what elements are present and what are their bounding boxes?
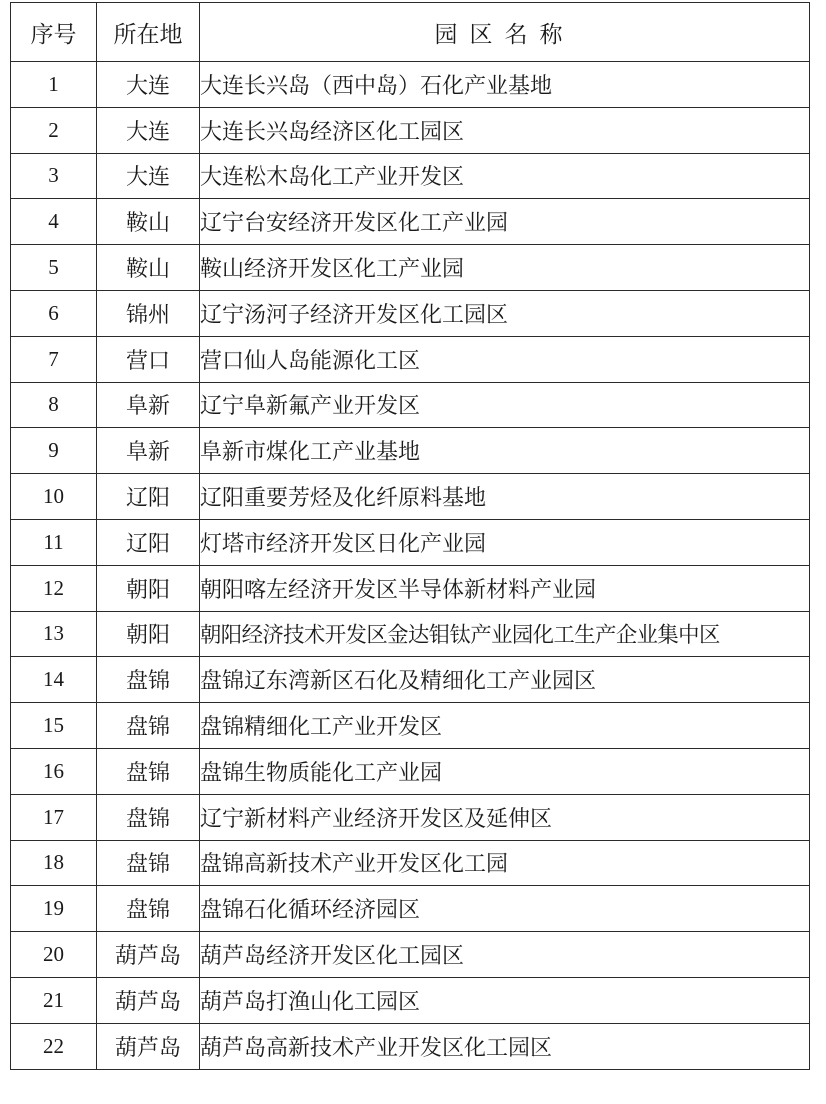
row-park-name: 盘锦精细化工产业开发区 [200,703,810,749]
row-location: 大连 [97,153,200,199]
row-park-name: 营口仙人岛能源化工区 [200,336,810,382]
row-park-name: 大连松木岛化工产业开发区 [200,153,810,199]
row-number: 22 [11,1023,97,1069]
table-row [11,703,810,749]
row-number: 8 [11,382,97,428]
row-number: 21 [11,977,97,1023]
table-row [11,977,810,1023]
row-location: 大连 [97,62,200,108]
table-row [11,107,810,153]
row-number: 6 [11,290,97,336]
table-row [11,382,810,428]
row-location: 大连 [97,107,200,153]
row-park-name: 辽宁台安经济开发区化工产业园 [200,199,810,245]
row-number: 3 [11,153,97,199]
chemical-parks-table [10,2,810,1070]
row-number: 13 [11,611,97,657]
header-location: 所在地 [97,3,200,62]
row-location: 鞍山 [97,245,200,291]
table-row [11,153,810,199]
row-park-name: 大连长兴岛经济区化工园区 [200,107,810,153]
row-number: 15 [11,703,97,749]
table-header [11,3,810,62]
header-park-name: 园区名称 [200,3,810,62]
row-park-name: 葫芦岛打渔山化工园区 [200,977,810,1023]
row-number: 9 [11,428,97,474]
row-number: 12 [11,565,97,611]
row-park-name: 葫芦岛经济开发区化工园区 [200,932,810,978]
header-number: 序号 [11,3,97,62]
table-row [11,657,810,703]
row-location: 辽阳 [97,474,200,520]
row-location: 辽阳 [97,519,200,565]
row-park-name: 大连长兴岛（西中岛）石化产业基地 [200,62,810,108]
row-location: 营口 [97,336,200,382]
row-number: 16 [11,748,97,794]
row-park-name: 葫芦岛高新技术产业开发区化工园区 [200,1023,810,1069]
row-number: 2 [11,107,97,153]
table-row [11,565,810,611]
table-row [11,748,810,794]
row-location: 朝阳 [97,565,200,611]
row-park-name: 辽宁新材料产业经济开发区及延伸区 [200,794,810,840]
table-row [11,886,810,932]
row-number: 20 [11,932,97,978]
row-park-name: 辽阳重要芳烃及化纤原料基地 [200,474,810,520]
row-park-name: 盘锦辽东湾新区石化及精细化工产业园区 [200,657,810,703]
table-row [11,519,810,565]
table-row [11,62,810,108]
row-location: 朝阳 [97,611,200,657]
row-number: 17 [11,794,97,840]
row-number: 18 [11,840,97,886]
row-location: 葫芦岛 [97,932,200,978]
row-number: 5 [11,245,97,291]
row-park-name: 盘锦石化循环经济园区 [200,886,810,932]
row-location: 阜新 [97,382,200,428]
row-park-name: 阜新市煤化工产业基地 [200,428,810,474]
row-location: 锦州 [97,290,200,336]
row-number: 19 [11,886,97,932]
row-location: 盘锦 [97,794,200,840]
row-location: 阜新 [97,428,200,474]
table-row [11,1023,810,1069]
row-location: 葫芦岛 [97,977,200,1023]
row-park-name: 辽宁汤河子经济开发区化工园区 [200,290,810,336]
row-park-name: 辽宁阜新氟产业开发区 [200,382,810,428]
table-row [11,932,810,978]
table-row [11,199,810,245]
table-row [11,474,810,520]
table-row [11,840,810,886]
row-number: 7 [11,336,97,382]
table-row [11,336,810,382]
row-park-name: 朝阳经济技术开发区金达钼钛产业园化工生产企业集中区 [200,611,810,657]
row-park-name: 灯塔市经济开发区日化产业园 [200,519,810,565]
row-number: 4 [11,199,97,245]
row-number: 11 [11,519,97,565]
row-number: 1 [11,62,97,108]
row-location: 葫芦岛 [97,1023,200,1069]
row-location: 盘锦 [97,886,200,932]
row-number: 14 [11,657,97,703]
table-row [11,290,810,336]
row-location: 盘锦 [97,748,200,794]
row-number: 10 [11,474,97,520]
row-park-name: 盘锦生物质能化工产业园 [200,748,810,794]
row-location: 鞍山 [97,199,200,245]
table-row [11,611,810,657]
table-row [11,245,810,291]
row-location: 盘锦 [97,703,200,749]
row-park-name: 朝阳喀左经济开发区半导体新材料产业园 [200,565,810,611]
row-location: 盘锦 [97,840,200,886]
table-row [11,794,810,840]
table-row [11,428,810,474]
header-row [11,3,810,62]
row-park-name: 鞍山经济开发区化工产业园 [200,245,810,291]
row-location: 盘锦 [97,657,200,703]
table-body [11,62,810,1070]
row-park-name: 盘锦高新技术产业开发区化工园 [200,840,810,886]
